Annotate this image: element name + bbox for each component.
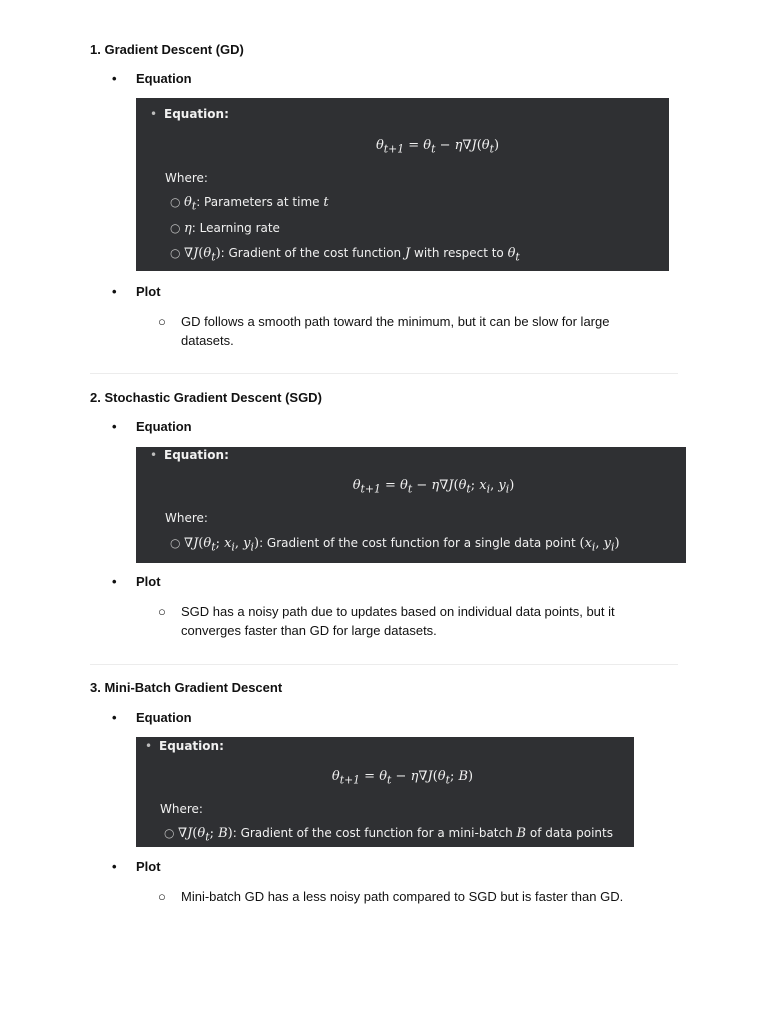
panel-bullet-icon: •: [150, 448, 158, 462]
formula-gd: $\theta_{t+1} = \theta_t - \eta\nabla J(\theta_t)$: [375, 138, 500, 156]
panel-bullet-icon: •: [150, 107, 158, 121]
section-title-gd: 1. Gradient Descent (GD): [90, 42, 244, 57]
equation-bullet-gd: [112, 71, 192, 86]
plot-description-gd: [158, 312, 638, 350]
plot-label: Plot: [136, 859, 161, 874]
plot-bullet-minibatch: [112, 859, 161, 874]
plot-text: SGD has a noisy path due to updates based on individual data points, but it converges faster than GD for large datasets.: [181, 604, 615, 638]
sub-bullet-icon: ○: [158, 604, 166, 619]
formula-minibatch: $\theta_{t+1} = \theta_t - \eta\nabla J(\theta_t$; B): [331, 769, 474, 787]
sub-bullet-icon: ○: [170, 536, 181, 550]
bullet-icon: •: [112, 859, 117, 874]
panel-item-gradient: ○ $\nabla J(\theta_t$; $x_i$, $y_i$): Gradient of the cost function for a single data point ($x_i$, $y_i$): [170, 536, 620, 554]
equation-label: Equation: [136, 71, 192, 86]
bullet-icon: •: [112, 71, 117, 86]
plot-label: Plot: [136, 574, 161, 589]
panel-where-label: Where:: [160, 802, 203, 816]
equation-bullet-sgd: [112, 419, 192, 434]
panel-bullet-icon: •: [145, 739, 153, 753]
equation-panel-gd: [136, 98, 669, 271]
bullet-icon: •: [112, 284, 117, 299]
plot-description-sgd: [158, 602, 618, 640]
panel-item-params: ○ $\theta_t$: Parameters at time t: [170, 195, 329, 213]
equation-panel-minibatch: [136, 737, 634, 847]
panel-equation-header: [150, 107, 229, 121]
section-divider: [90, 373, 678, 374]
panel-item-learning-rate: ○ η: Learning rate: [170, 221, 280, 236]
sub-bullet-icon: ○: [158, 314, 166, 329]
panel-equation-label: Equation:: [164, 107, 229, 121]
sub-bullet-icon: ○: [170, 221, 181, 235]
panel-equation-label: Equation:: [159, 739, 224, 753]
section-title-minibatch: 3. Mini-Batch Gradient Descent: [90, 680, 283, 695]
panel-equation-label: Equation:: [164, 448, 229, 462]
bullet-icon: •: [112, 419, 117, 434]
panel-where-label: Where:: [165, 511, 208, 525]
plot-bullet-gd: [112, 284, 161, 299]
equation-label: Equation: [136, 419, 192, 434]
bullet-icon: •: [112, 710, 117, 725]
sub-bullet-icon: ○: [164, 826, 175, 840]
plot-description-minibatch: [158, 887, 638, 906]
plot-text: GD follows a smooth path toward the minimum, but it can be slow for large datasets.: [181, 314, 610, 348]
formula-sgd: $\theta_{t+1} = \theta_t - \eta\nabla J(\theta_t$; $x_i$, $y_i$): [352, 478, 515, 496]
plot-text: Mini-batch GD has a less noisy path compared to SGD but is faster than GD.: [181, 889, 624, 904]
sub-bullet-icon: ○: [170, 195, 181, 209]
panel-item-gradient: ○ $\nabla J(\theta_t$; B): Gradient of the cost function for a mini-batch B of data points: [164, 826, 613, 844]
plot-label: Plot: [136, 284, 161, 299]
bullet-icon: •: [112, 574, 117, 589]
panel-equation-header: [145, 739, 224, 753]
equation-panel-sgd: [136, 447, 686, 563]
panel-equation-header: [150, 448, 229, 462]
sub-bullet-icon: ○: [158, 889, 166, 904]
sub-bullet-icon: ○: [170, 246, 181, 260]
panel-item-gradient: ○ $\nabla J(\theta_t)$: Gradient of the cost function J with respect to $\theta_t$: [170, 246, 520, 264]
plot-bullet-sgd: [112, 574, 161, 589]
equation-label: Equation: [136, 710, 192, 725]
section-divider: [90, 664, 678, 665]
equation-bullet-minibatch: [112, 710, 192, 725]
section-title-sgd: 2. Stochastic Gradient Descent (SGD): [90, 390, 322, 405]
panel-where-label: Where:: [165, 171, 208, 185]
